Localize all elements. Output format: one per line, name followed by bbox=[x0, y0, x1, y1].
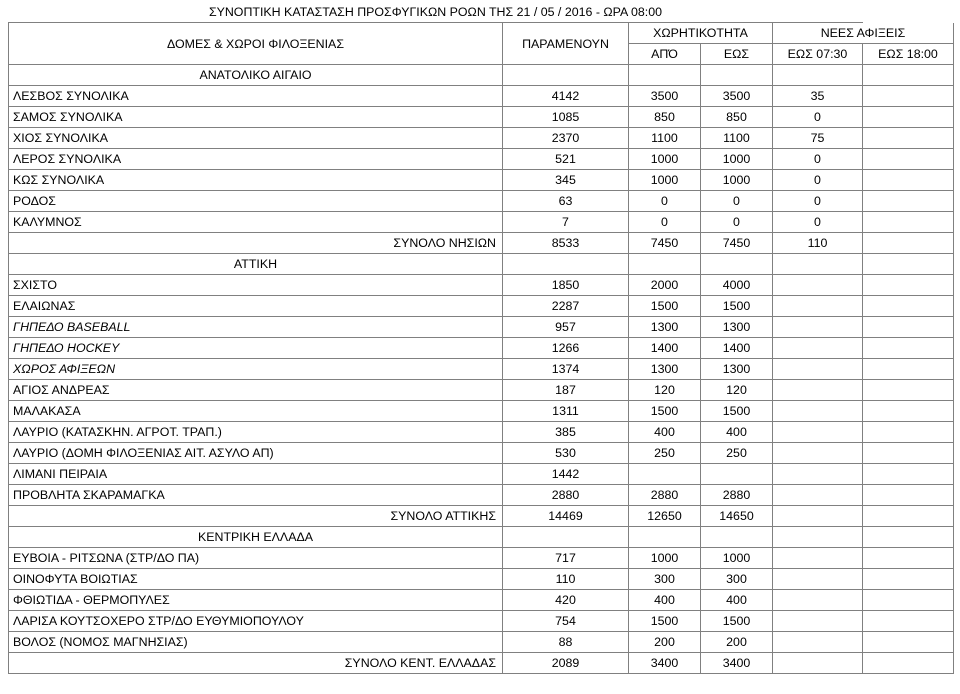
section-heading: ΑΤΤΙΚΗ bbox=[9, 254, 503, 275]
cell-staying: 754 bbox=[503, 611, 629, 632]
cell-capacity-from: 1500 bbox=[629, 296, 701, 317]
facility-name: ΦΘΙΩΤΙΔΑ - ΘΕΡΜΟΠΥΛΕΣ bbox=[9, 590, 503, 611]
facility-name: ΓΗΠΕΔΟ HOCKEY bbox=[9, 338, 503, 359]
cell-arrivals-0730 bbox=[773, 611, 863, 632]
cell-arrivals-0730 bbox=[773, 359, 863, 380]
cell-staying: 1442 bbox=[503, 464, 629, 485]
cell-staying: 88 bbox=[503, 632, 629, 653]
header-arrivals-1800: ΕΩΣ 18:00 bbox=[863, 44, 954, 65]
cell-arrivals-1800 bbox=[863, 464, 954, 485]
header-row-groups bbox=[9, 23, 954, 44]
cell-arrivals-1800 bbox=[863, 548, 954, 569]
document-title: ΣΥΝΟΠΤΙΚΗ ΚΑΤΑΣΤΑΣΗ ΠΡΟΣΦΥΓΙΚΩΝ ΡΟΩΝ ΤΗΣ 21 / 05 / 2016 - ΩΡΑ 08:00 bbox=[9, 2, 863, 23]
cell-arrivals-1800 bbox=[863, 569, 954, 590]
section-total-arrivals-1800 bbox=[863, 653, 954, 674]
section-heading-blank-staying bbox=[503, 65, 629, 86]
cell-capacity-to: 1500 bbox=[701, 401, 773, 422]
cell-capacity-from: 2880 bbox=[629, 485, 701, 506]
cell-arrivals-1800 bbox=[863, 128, 954, 149]
header-capacity-from: ΑΠΌ bbox=[629, 44, 701, 65]
section-heading-blank-arr-1800 bbox=[863, 254, 954, 275]
table-row bbox=[9, 191, 954, 212]
section-total-row bbox=[9, 653, 954, 674]
cell-arrivals-0730 bbox=[773, 632, 863, 653]
cell-capacity-to: 120 bbox=[701, 380, 773, 401]
section-total-staying: 2089 bbox=[503, 653, 629, 674]
cell-capacity-to: 3500 bbox=[701, 86, 773, 107]
section-total-capacity-from: 3400 bbox=[629, 653, 701, 674]
cell-arrivals-1800 bbox=[863, 443, 954, 464]
cell-arrivals-1800 bbox=[863, 317, 954, 338]
header-capacity-to: ΕΩΣ bbox=[701, 44, 773, 65]
table-row bbox=[9, 170, 954, 191]
cell-capacity-to: 1500 bbox=[701, 296, 773, 317]
cell-arrivals-1800 bbox=[863, 296, 954, 317]
cell-arrivals-1800 bbox=[863, 149, 954, 170]
cell-capacity-from: 400 bbox=[629, 422, 701, 443]
section-heading-blank-cap-to bbox=[701, 65, 773, 86]
facility-name: ΛΕΣΒΟΣ ΣΥΝΟΛΙΚΑ bbox=[9, 86, 503, 107]
section-heading-blank-cap-from bbox=[629, 65, 701, 86]
cell-capacity-to: 0 bbox=[701, 212, 773, 233]
cell-capacity-from: 250 bbox=[629, 443, 701, 464]
cell-capacity-from: 300 bbox=[629, 569, 701, 590]
facility-name: ΚΑΛΥΜΝΟΣ bbox=[9, 212, 503, 233]
cell-capacity-from: 1300 bbox=[629, 317, 701, 338]
table-row bbox=[9, 401, 954, 422]
section-heading-row bbox=[9, 65, 954, 86]
cell-capacity-from: 200 bbox=[629, 632, 701, 653]
cell-arrivals-1800 bbox=[863, 338, 954, 359]
section-total-capacity-to: 3400 bbox=[701, 653, 773, 674]
cell-arrivals-0730 bbox=[773, 380, 863, 401]
cell-staying: 2370 bbox=[503, 128, 629, 149]
table-row bbox=[9, 443, 954, 464]
cell-arrivals-0730: 75 bbox=[773, 128, 863, 149]
facility-name: ΡΟΔΟΣ bbox=[9, 191, 503, 212]
cell-capacity-from: 1000 bbox=[629, 170, 701, 191]
table-row bbox=[9, 149, 954, 170]
cell-staying: 957 bbox=[503, 317, 629, 338]
cell-capacity-from: 1500 bbox=[629, 401, 701, 422]
table-row bbox=[9, 359, 954, 380]
facility-name: ΓΗΠΕΔΟ BASEBALL bbox=[9, 317, 503, 338]
cell-arrivals-0730 bbox=[773, 275, 863, 296]
section-heading-blank-arr-0730 bbox=[773, 254, 863, 275]
cell-arrivals-0730: 0 bbox=[773, 212, 863, 233]
table-row bbox=[9, 380, 954, 401]
section-total-arrivals-0730 bbox=[773, 653, 863, 674]
table-row bbox=[9, 317, 954, 338]
cell-arrivals-1800 bbox=[863, 86, 954, 107]
section-total-row bbox=[9, 506, 954, 527]
facility-name: ΛΕΡΟΣ ΣΥΝΟΛΙΚΑ bbox=[9, 149, 503, 170]
section-total-label: ΣΥΝΟΛΟ ΑΤΤΙΚΗΣ bbox=[9, 506, 503, 527]
section-total-capacity-from: 7450 bbox=[629, 233, 701, 254]
cell-capacity-to: 1000 bbox=[701, 170, 773, 191]
cell-arrivals-1800 bbox=[863, 107, 954, 128]
cell-staying: 4142 bbox=[503, 86, 629, 107]
section-heading-blank-staying bbox=[503, 527, 629, 548]
section-total-arrivals-0730: 110 bbox=[773, 233, 863, 254]
facility-name: ΛΑΡΙΣΑ ΚΟΥΤΣΟΧΕΡΟ ΣΤΡ/ΔΟ ΕΥΘΥΜΙΟΠΟΥΛΟΥ bbox=[9, 611, 503, 632]
section-total-capacity-to: 7450 bbox=[701, 233, 773, 254]
facility-name: ΕΥΒΟΙΑ - ΡΙΤΣΩΝΑ (ΣΤΡ/ΔΟ ΠΑ) bbox=[9, 548, 503, 569]
cell-arrivals-1800 bbox=[863, 359, 954, 380]
cell-capacity-from: 850 bbox=[629, 107, 701, 128]
facility-name: ΒΟΛΟΣ (ΝΟΜΟΣ ΜΑΓΝΗΣΙΑΣ) bbox=[9, 632, 503, 653]
cell-arrivals-0730 bbox=[773, 296, 863, 317]
table-row bbox=[9, 296, 954, 317]
cell-staying: 521 bbox=[503, 149, 629, 170]
cell-capacity-to bbox=[701, 464, 773, 485]
section-heading-blank-arr-1800 bbox=[863, 527, 954, 548]
header-arrivals-0730: ΕΩΣ 07:30 bbox=[773, 44, 863, 65]
section-heading-blank-arr-0730 bbox=[773, 65, 863, 86]
cell-arrivals-1800 bbox=[863, 380, 954, 401]
cell-arrivals-0730: 0 bbox=[773, 191, 863, 212]
table-row bbox=[9, 611, 954, 632]
cell-staying: 530 bbox=[503, 443, 629, 464]
cell-arrivals-1800 bbox=[863, 590, 954, 611]
facility-name: ΑΓΙΟΣ ΑΝΔΡΕΑΣ bbox=[9, 380, 503, 401]
cell-capacity-to: 200 bbox=[701, 632, 773, 653]
cell-capacity-to: 1300 bbox=[701, 317, 773, 338]
cell-capacity-to: 250 bbox=[701, 443, 773, 464]
cell-capacity-from: 2000 bbox=[629, 275, 701, 296]
facility-name: ΟΙΝΟΦΥΤΑ ΒΟΙΩΤΙΑΣ bbox=[9, 569, 503, 590]
section-heading-blank-cap-to bbox=[701, 527, 773, 548]
cell-capacity-from: 3500 bbox=[629, 86, 701, 107]
cell-capacity-to: 400 bbox=[701, 590, 773, 611]
section-heading-blank-staying bbox=[503, 254, 629, 275]
facility-name: ΛΑΥΡΙΟ (ΚΑΤΑΣΚΗΝ. ΑΓΡΟΤ. ΤΡΑΠ.) bbox=[9, 422, 503, 443]
header-facilities: ΔΟΜΕΣ & ΧΩΡΟΙ ΦΙΛΟΞΕΝΙΑΣ bbox=[9, 23, 503, 65]
cell-staying: 385 bbox=[503, 422, 629, 443]
cell-staying: 1850 bbox=[503, 275, 629, 296]
cell-capacity-to: 1400 bbox=[701, 338, 773, 359]
facility-name: ΕΛΑΙΩΝΑΣ bbox=[9, 296, 503, 317]
cell-capacity-from: 1100 bbox=[629, 128, 701, 149]
table-row bbox=[9, 128, 954, 149]
cell-staying: 63 bbox=[503, 191, 629, 212]
cell-capacity-to: 4000 bbox=[701, 275, 773, 296]
refugee-flows-table bbox=[8, 1, 954, 674]
section-total-label: ΣΥΝΟΛΟ ΚΕΝΤ. ΕΛΛΑΔΑΣ bbox=[9, 653, 503, 674]
cell-staying: 2880 bbox=[503, 485, 629, 506]
cell-staying: 7 bbox=[503, 212, 629, 233]
table-row bbox=[9, 107, 954, 128]
cell-arrivals-0730: 0 bbox=[773, 149, 863, 170]
facility-name: ΧΙΟΣ ΣΥΝΟΛΙΚΑ bbox=[9, 128, 503, 149]
cell-arrivals-0730 bbox=[773, 464, 863, 485]
cell-arrivals-0730 bbox=[773, 569, 863, 590]
facility-name: ΣΑΜΟΣ ΣΥΝΟΛΙΚΑ bbox=[9, 107, 503, 128]
table-row bbox=[9, 86, 954, 107]
cell-capacity-to: 1500 bbox=[701, 611, 773, 632]
cell-arrivals-0730: 35 bbox=[773, 86, 863, 107]
section-heading-blank-cap-from bbox=[629, 527, 701, 548]
facility-name: ΧΩΡΟΣ ΑΦΙΞΕΩΝ bbox=[9, 359, 503, 380]
section-total-arrivals-1800 bbox=[863, 233, 954, 254]
cell-arrivals-1800 bbox=[863, 191, 954, 212]
cell-capacity-to: 0 bbox=[701, 191, 773, 212]
table-row bbox=[9, 548, 954, 569]
section-heading: ΚΕΝΤΡΙΚΗ ΕΛΛΑΔΑ bbox=[9, 527, 503, 548]
cell-arrivals-1800 bbox=[863, 212, 954, 233]
section-heading-blank-arr-0730 bbox=[773, 527, 863, 548]
cell-capacity-from: 1300 bbox=[629, 359, 701, 380]
cell-staying: 1311 bbox=[503, 401, 629, 422]
facility-name: ΚΩΣ ΣΥΝΟΛΙΚΑ bbox=[9, 170, 503, 191]
section-heading-row bbox=[9, 254, 954, 275]
table-row bbox=[9, 590, 954, 611]
cell-arrivals-0730 bbox=[773, 443, 863, 464]
cell-arrivals-0730 bbox=[773, 317, 863, 338]
cell-capacity-from: 1400 bbox=[629, 338, 701, 359]
cell-capacity-to: 2880 bbox=[701, 485, 773, 506]
cell-capacity-from: 1000 bbox=[629, 149, 701, 170]
cell-arrivals-1800 bbox=[863, 401, 954, 422]
section-total-arrivals-1800 bbox=[863, 506, 954, 527]
cell-capacity-from: 1000 bbox=[629, 548, 701, 569]
facility-name: ΜΑΛΑΚΑΣΑ bbox=[9, 401, 503, 422]
cell-arrivals-1800 bbox=[863, 170, 954, 191]
section-heading-blank-cap-from bbox=[629, 254, 701, 275]
section-total-capacity-from: 12650 bbox=[629, 506, 701, 527]
header-capacity-group: ΧΩΡΗΤΙΚΟΤΗΤΑ bbox=[629, 23, 773, 44]
cell-arrivals-0730 bbox=[773, 548, 863, 569]
cell-arrivals-0730 bbox=[773, 590, 863, 611]
cell-capacity-from: 120 bbox=[629, 380, 701, 401]
cell-capacity-from: 0 bbox=[629, 191, 701, 212]
cell-capacity-to: 1300 bbox=[701, 359, 773, 380]
section-heading: ΑΝΑΤΟΛΙΚΟ ΑΙΓΑΙΟ bbox=[9, 65, 503, 86]
section-total-row bbox=[9, 233, 954, 254]
title-row bbox=[9, 2, 954, 23]
facility-name: ΛΑΥΡΙΟ (ΔΟΜΗ ΦΙΛΟΞΕΝΙΑΣ ΑΙΤ. ΑΣΥΛΟ ΑΠ) bbox=[9, 443, 503, 464]
facility-name: ΠΡΟΒΛΗΤΑ ΣΚΑΡΑΜΑΓΚΑ bbox=[9, 485, 503, 506]
cell-capacity-from: 1500 bbox=[629, 611, 701, 632]
cell-capacity-to: 1100 bbox=[701, 128, 773, 149]
table-row bbox=[9, 569, 954, 590]
cell-capacity-to: 400 bbox=[701, 422, 773, 443]
title-spacer-cell bbox=[863, 2, 954, 23]
facility-name: ΛΙΜΑΝΙ ΠΕΙΡΑΙΑ bbox=[9, 464, 503, 485]
cell-arrivals-1800 bbox=[863, 611, 954, 632]
header-staying: ΠΑΡΑΜΕΝΟΥΝ bbox=[503, 23, 629, 65]
section-total-staying: 8533 bbox=[503, 233, 629, 254]
table-row bbox=[9, 422, 954, 443]
section-heading-blank-arr-1800 bbox=[863, 65, 954, 86]
table-row bbox=[9, 275, 954, 296]
cell-arrivals-0730 bbox=[773, 401, 863, 422]
cell-arrivals-1800 bbox=[863, 422, 954, 443]
table-row bbox=[9, 632, 954, 653]
cell-staying: 1374 bbox=[503, 359, 629, 380]
cell-capacity-from: 0 bbox=[629, 212, 701, 233]
table-row bbox=[9, 485, 954, 506]
facility-name: ΣΧΙΣΤΟ bbox=[9, 275, 503, 296]
cell-staying: 1266 bbox=[503, 338, 629, 359]
section-total-staying: 14469 bbox=[503, 506, 629, 527]
cell-staying: 110 bbox=[503, 569, 629, 590]
cell-staying: 187 bbox=[503, 380, 629, 401]
cell-staying: 2287 bbox=[503, 296, 629, 317]
cell-capacity-to: 1000 bbox=[701, 548, 773, 569]
cell-capacity-from bbox=[629, 464, 701, 485]
cell-arrivals-1800 bbox=[863, 275, 954, 296]
section-total-arrivals-0730 bbox=[773, 506, 863, 527]
cell-staying: 345 bbox=[503, 170, 629, 191]
cell-staying: 1085 bbox=[503, 107, 629, 128]
cell-staying: 717 bbox=[503, 548, 629, 569]
cell-arrivals-1800 bbox=[863, 632, 954, 653]
cell-arrivals-0730 bbox=[773, 485, 863, 506]
cell-arrivals-0730 bbox=[773, 422, 863, 443]
cell-capacity-to: 300 bbox=[701, 569, 773, 590]
header-new-arrivals-group: ΝΕΕΣ ΑΦΙΞΕΙΣ bbox=[773, 23, 954, 44]
table-row bbox=[9, 338, 954, 359]
cell-arrivals-0730: 0 bbox=[773, 170, 863, 191]
cell-capacity-to: 850 bbox=[701, 107, 773, 128]
section-total-capacity-to: 14650 bbox=[701, 506, 773, 527]
cell-arrivals-1800 bbox=[863, 485, 954, 506]
section-heading-blank-cap-to bbox=[701, 254, 773, 275]
section-heading-row bbox=[9, 527, 954, 548]
cell-staying: 420 bbox=[503, 590, 629, 611]
cell-capacity-to: 1000 bbox=[701, 149, 773, 170]
cell-capacity-from: 400 bbox=[629, 590, 701, 611]
table-row bbox=[9, 212, 954, 233]
cell-arrivals-0730: 0 bbox=[773, 107, 863, 128]
section-total-label: ΣΥΝΟΛΟ ΝΗΣΙΩΝ bbox=[9, 233, 503, 254]
cell-arrivals-0730 bbox=[773, 338, 863, 359]
table-row bbox=[9, 464, 954, 485]
